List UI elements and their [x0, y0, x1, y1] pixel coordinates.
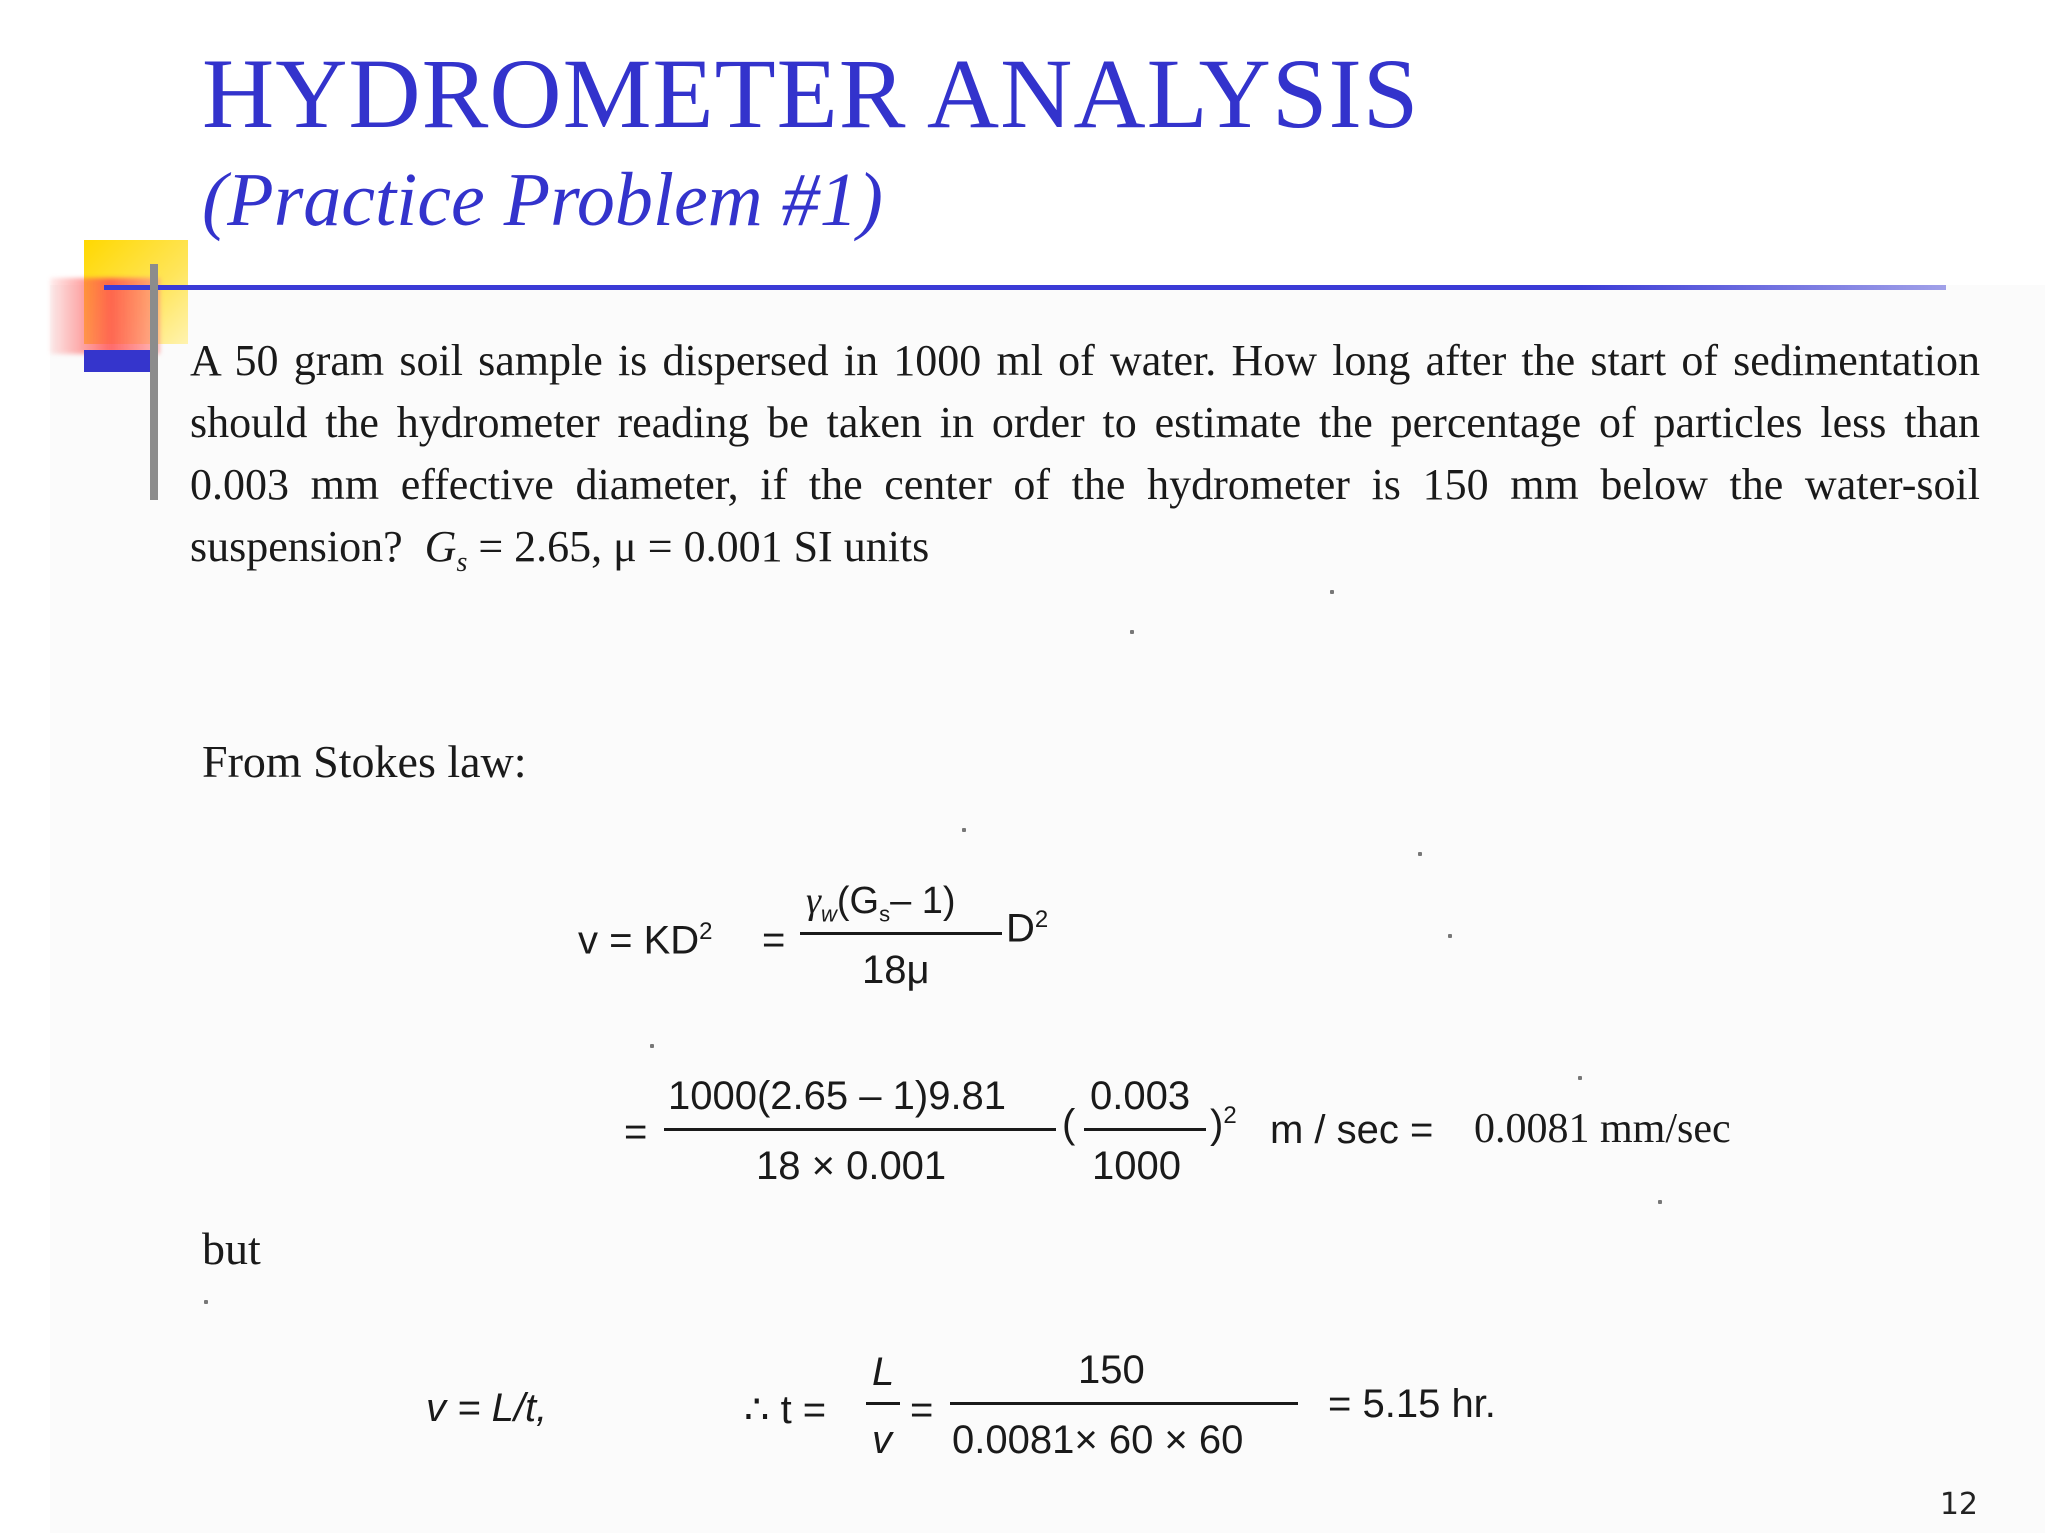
eq2-denominator-1: 18 × 0.001 — [756, 1144, 947, 1188]
eq1-fraction-bar — [800, 932, 1002, 935]
eq2-denominator-2: 1000 — [1092, 1144, 1181, 1188]
eq1-lhs: $v = KD^2$ — [578, 918, 713, 963]
page-number: 12 — [1939, 1487, 1978, 1522]
scan-speck — [1578, 1076, 1582, 1080]
problem-statement — [190, 330, 1980, 594]
eq3-frac-numerator: L — [872, 1350, 895, 1394]
scan-speck — [1448, 934, 1452, 938]
eq2-paren-close: )$^2$ — [1210, 1102, 1237, 1147]
scan-speck — [1330, 590, 1334, 594]
scan-speck — [204, 1300, 208, 1304]
eq2-units: m / sec = — [1270, 1108, 1434, 1152]
eq3-lhs: v = L/t, — [426, 1386, 548, 1430]
eq3-result: = 5.15 hr. — [1328, 1382, 1496, 1426]
mu-value: μ = 0.001 SI units — [613, 522, 930, 571]
slide-subtitle: (Practice Problem #1) — [202, 158, 883, 242]
eq3-numerator: 150 — [1078, 1348, 1145, 1392]
scan-speck — [650, 1044, 654, 1048]
eq2-result: 0.0081 mm/sec — [1474, 1106, 1731, 1152]
eq3-small-fraction-bar — [866, 1402, 900, 1405]
decorative-blue-bar — [84, 350, 158, 372]
eq2-numerator-1: 1000(2.65 – 1)9.81 — [668, 1074, 1007, 1118]
eq3-equals: = — [910, 1388, 934, 1432]
but-label: but — [202, 1223, 261, 1274]
eq2-fraction-bar-2 — [1084, 1128, 1206, 1131]
problem-text: A 50 gram soil sample is dispersed in 1000 ml of water. How long after the start of sedimentation should the hydrometer reading be taken in order to estimate the percentage of particles less than 0.003 mm effective diameter, if the center of the hydrometer is 150 mm below the water-soil suspension? — [190, 336, 1980, 571]
eq3-frac-denominator: v — [872, 1418, 892, 1462]
slide-title: HYDROMETER ANALYSIS — [202, 38, 1420, 149]
scan-speck — [1658, 1200, 1662, 1204]
eq3-fraction-bar — [950, 1402, 1298, 1405]
eq3-denominator: 0.0081× 60 × 60 — [952, 1418, 1244, 1462]
eq1-equals: = — [762, 918, 786, 962]
eq1-denominator: 18μ — [862, 948, 930, 992]
eq1-numerator: $\gamma_w(G_s-$ 1) — [806, 880, 956, 927]
title-divider-line — [104, 285, 1946, 290]
eq3-therefore: ∴ t = — [744, 1388, 827, 1432]
gs-value: = 2.65, — [478, 522, 603, 571]
scan-speck — [1418, 852, 1422, 856]
eq2-numerator-2: 0.003 — [1090, 1074, 1191, 1118]
eq2-paren-open: ( — [1062, 1102, 1076, 1146]
gs-symbol: $G_s$ — [424, 522, 468, 578]
stokes-law-label: From Stokes law: — [202, 736, 527, 787]
scan-speck — [962, 828, 966, 832]
eq2-equals: = — [624, 1110, 648, 1154]
eq1-tail: $D^2$ — [1006, 906, 1049, 951]
scan-speck — [1130, 630, 1134, 634]
eq2-fraction-bar-1 — [664, 1128, 1056, 1131]
decorative-vertical-line — [150, 264, 158, 500]
